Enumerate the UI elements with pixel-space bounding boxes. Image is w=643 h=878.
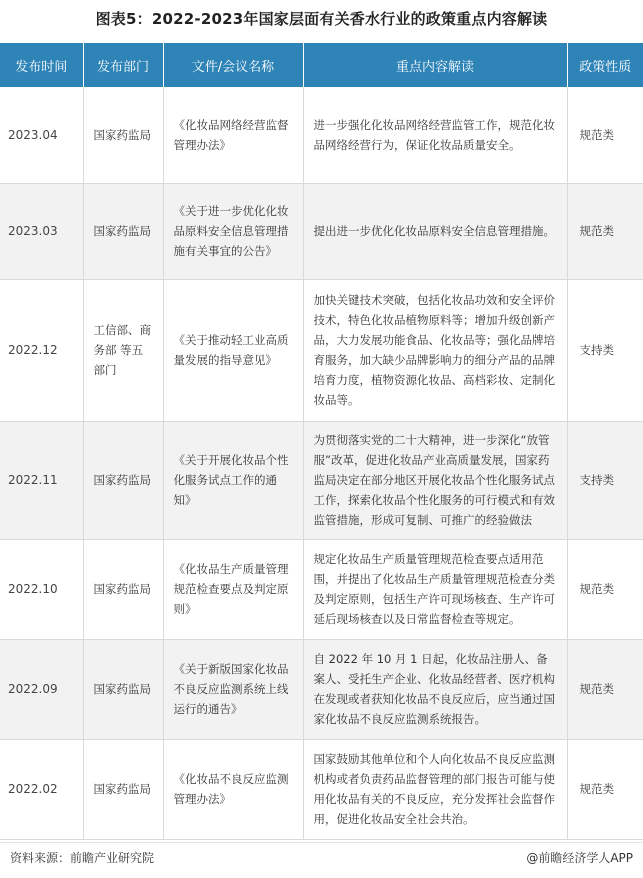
table-row: [0, 421, 643, 539]
cell-dept: 国家药监局: [83, 639, 163, 739]
cell-dept: 国家药监局: [83, 739, 163, 839]
cell-date: 2022.10: [0, 539, 83, 639]
cell-content: 国家鼓励其他单位和个人向化妆品不良反应监测机构或者负责药品监督管理的部门报告可能与使用化妆品有关的不良反应，充分发挥社会监督作用，促进化妆品安全社会共治。: [303, 739, 567, 839]
cell-doc: 《关于推动轻工业高质量发展的指导意见》: [163, 279, 303, 421]
cell-doc: 《关于开展化妆品个性化服务试点工作的通知》: [163, 421, 303, 539]
cell-doc: 《关于新版国家化妆品不良反应监测系统上线运行的通告》: [163, 639, 303, 739]
cell-date: 2023.03: [0, 183, 83, 279]
cell-nature: 规范类: [567, 739, 643, 839]
cell-date: 2022.02: [0, 739, 83, 839]
cell-content: 为贯彻落实党的二十大精神，进一步深化“放管服”改革，促进化妆品产业高质量发展，国家药监局决定在部分地区开展化妆品个性化服务试点工作，探索化妆品个性化服务的可行模式和有效监管措施，形成可复制、可推广的经验做法: [303, 421, 567, 539]
source-note: 资料来源：前瞻产业研究院: [10, 851, 155, 865]
footer-divider: [0, 842, 643, 843]
header-dept: 发布部门: [83, 43, 163, 87]
table-row: [0, 183, 643, 279]
cell-doc: 《化妆品生产质量管理规范检查要点及判定原则》: [163, 539, 303, 639]
cell-nature: 支持类: [567, 421, 643, 539]
table-row: [0, 739, 643, 839]
cell-dept: 工信部、商务部 等五部门: [83, 279, 163, 421]
table-row: [0, 87, 643, 183]
cell-content: 提出进一步优化化妆品原料安全信息管理措施。: [303, 183, 567, 279]
table-row: [0, 639, 643, 739]
table-row: [0, 279, 643, 421]
page-title: 图表5：2022-2023年国家层面有关香水行业的政策重点内容解读: [95, 10, 548, 28]
cell-nature: 支持类: [567, 279, 643, 421]
header-nature: 政策性质: [567, 43, 643, 87]
cell-content: 自 2022 年 10 月 1 日起，化妆品注册人、备案人、受托生产企业、化妆品经营者、医疗机构在发现或者获知化妆品不良反应后，应当通过国家化妆品不良反应监测系统报告。: [303, 639, 567, 739]
cell-dept: 国家药监局: [83, 539, 163, 639]
cell-date: 2022.09: [0, 639, 83, 739]
cell-content: 加快关键技术突破，包括化妆品功效和安全评价技术，特色化妆品植物原料等；增加升级创新产品，大力发展功能食品、化妆品等；强化品牌培育服务，加大缺少品牌影响力的细分产品的品牌培育力度，植物资源化妆品、高档彩妆、定制化妆品等。: [303, 279, 567, 421]
header-content: 重点内容解读: [303, 43, 567, 87]
cell-doc: 《化妆品网络经营监督管理办法》: [163, 87, 303, 183]
cell-nature: 规范类: [567, 539, 643, 639]
cell-nature: 规范类: [567, 183, 643, 279]
cell-dept: 国家药监局: [83, 183, 163, 279]
table-row: [0, 539, 643, 639]
policy-table: [0, 43, 643, 840]
cell-dept: 国家药监局: [83, 87, 163, 183]
brand-credit: @前瞻经济学人APP: [526, 851, 633, 865]
header-doc: 文件/会议名称: [163, 43, 303, 87]
cell-doc: 《关于进一步优化化妆品原料安全信息管理措施有关事宜的公告》: [163, 183, 303, 279]
cell-nature: 规范类: [567, 87, 643, 183]
cell-content: 进一步强化化妆品网络经营监管工作，规范化妆品网络经营行为，保证化妆品质量安全。: [303, 87, 567, 183]
header-date: 发布时间: [0, 43, 83, 87]
cell-date: 2023.04: [0, 87, 83, 183]
cell-dept: 国家药监局: [83, 421, 163, 539]
cell-content: 规定化妆品生产质量管理规范检查要点适用范围，并提出了化妆品生产质量管理规范检查分类及判定原则，包括生产许可现场核查、生产许可延后现场核查以及日常监督检查等规定。: [303, 539, 567, 639]
cell-date: 2022.11: [0, 421, 83, 539]
table-header-row: [0, 43, 643, 87]
cell-doc: 《化妆品不良反应监测管理办法》: [163, 739, 303, 839]
cell-date: 2022.12: [0, 279, 83, 421]
cell-nature: 规范类: [567, 639, 643, 739]
